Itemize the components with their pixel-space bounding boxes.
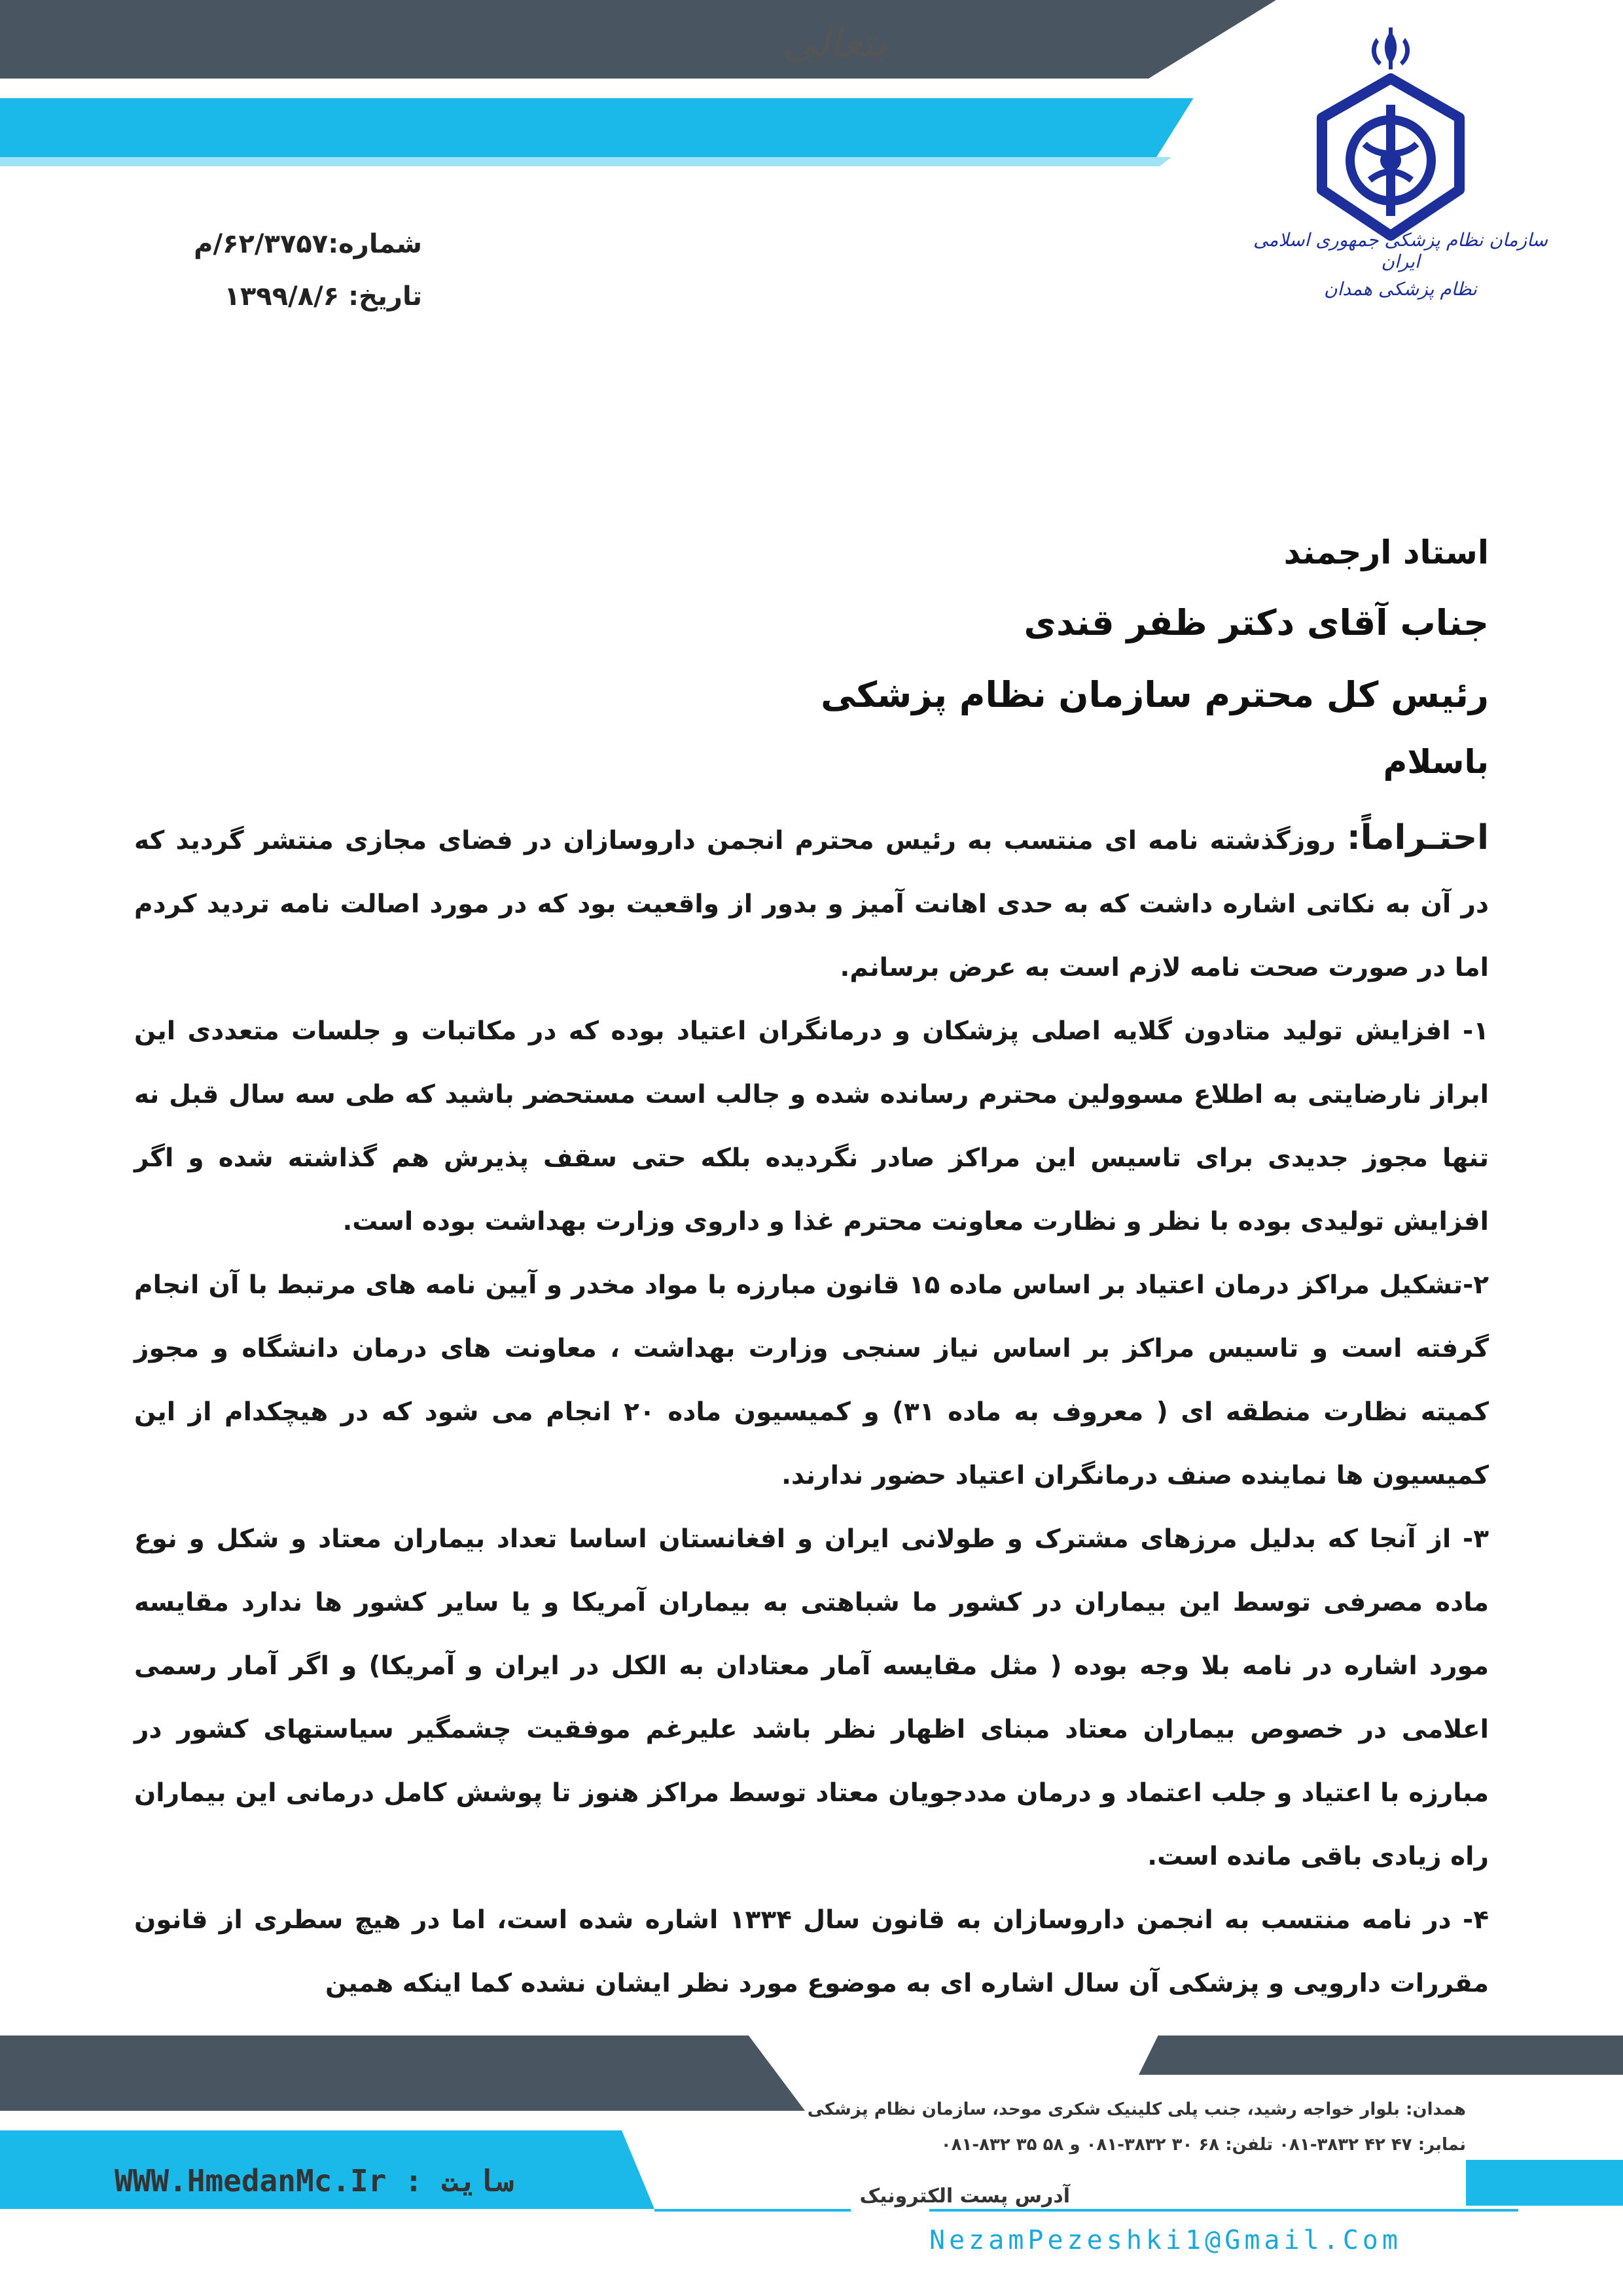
footer-email-label: آدرس پست الکترونیک — [859, 2185, 1070, 2208]
intro-paragraph — [134, 806, 1489, 999]
footer-website[interactable]: WWW.HmedanMc.Ir : سایت — [115, 2163, 514, 2198]
header-band-cyan — [0, 98, 1230, 157]
footer-address: همدان: بلوار خواجه رشید، جنب پلی کلینیک شکری موحد، سازمان نظام پزشکی — [807, 2100, 1466, 2119]
header-band-dark — [0, 0, 1276, 79]
addressee-name: جناب آقای دکتر ظفر قندی — [1024, 602, 1489, 643]
intro-text: روزگذشته نامه ای منتسب به رئیس محترم انجمن داروسازان در فضای مجازی منتشر گردید که در آن به نکاتی اشاره داشت که به حدی اهانت آمیز و بدور از واقعیت بود که در مورد اصالت نامه تردید کردم اما در صورت صحت نامه لازم است به عرض برسانم. — [134, 826, 1489, 982]
addressee-title: رئیس کل محترم سازمان نظام پزشکی — [821, 674, 1489, 715]
bismillah-calligraphy: بتعالی — [781, 18, 887, 67]
paragraph-2: ۲-تشکیل مراکز درمان اعتیاد بر اساس ماده ۱۵ قانون مبارزه با مواد مخدر و آیین نامه های مرتبط با آن انجام گرفته است و تاسیس مراکز بر اساس نیاز سنجی وزارت بهداشت ، معاونت های درمان دانشگاه و مجوز کمیته نظارت منطقه ای ( معروف به ماده ۳۱) و کمیسیون ماده ۲۰ انجام می شود که در هیچکدام از این کمیسیون ها نماینده صنف درمانگران اعتیاد حضور ندارند. — [134, 1270, 1489, 1490]
organization-branch: نظام پزشکی همدان — [1324, 278, 1477, 300]
greeting: باسلام — [1383, 743, 1489, 781]
footer-divider-left — [654, 2209, 851, 2212]
paragraph-4: ۴- در نامه منتسب به انجمن داروسازان به قانون سال ۱۳۳۴ اشاره شده است، اما در هیچ سطری از قانون مقررات دارویی و پزشکی آن سال اشاره ای به موضوع مورد نظر ایشان نشده کما اینکه همین — [134, 1905, 1489, 1998]
paragraph-1: ۱- افزایش تولید متادون گلایه اصلی پزشکان و درمانگران اعتیاد بوده که در مکاتبات و جلسات متعددی این ابراز نارضایتی به اطلاع مسوولین محترم رسانده شده و جالب است مستحضر باشید که طی سه سال قبل نه تنها مجوز جدیدی برای تاسیس این مراکز صادر نگردیده بلکه حتی سقف پذیرش هم گذاشته شده و اگر افزایش تولیدی بوده با نظر و نظارت معاونت محترم غذا و داروی وزارت بهداشت بوده است. — [134, 1016, 1489, 1236]
footer-band-dark — [0, 2036, 805, 2111]
letter-date: تاریخ: ۱۳۹۹/۸/۶ — [224, 281, 422, 312]
intro-lead: احتـراماً: — [1347, 818, 1489, 857]
footer-email[interactable]: NezamPezeshki1@Gmail.Com — [929, 2225, 1402, 2255]
footer-phones: نمابر: ۴۷ ۴۲ ۳۸۳۲-۰۸۱ تلفن: ۶۸ ۳۰ ۳۸۳۲-۰۸۱ و ۵۸ ۳۵ ۸۳۲-۰۸۱ — [940, 2135, 1466, 2155]
header-band-cyan-light — [0, 157, 1171, 166]
letter-body — [134, 806, 1489, 2015]
paragraph-3: ۳- از آنجا که بدلیل مرزهای مشترک و طولانی ایران و افغانستان اساسا تعداد بیماران معتاد و شکل و نوع ماده مصرفی توسط این بیماران در کشور ما شباهتی به بیماران آمریکا و یا سایر کشور ها ندارد مقایسه مورد اشاره در نامه بلا وجه بوده ( مثل مقایسه آمار معتادان به الکل در ایران و آمریکا) و اگر آمار رسمی اعلامی در خصوص بیماران معتاد مبنای اظهار نظر باشد علیرغم موفقیت چشمگیر سیاستهای کشور در مبارزه با اعتیاد و جلب اعتماد و درمان مددجویان معتاد توسط مراکز هنوز تا پوشش کامل درمانی این بیماران راه زیادی باقی مانده است. — [134, 1524, 1489, 1871]
letter-number: شماره:۶۲/۳۷۵۷/م — [194, 229, 422, 259]
footer-band-dark-right — [1139, 2036, 1623, 2075]
salutation: استاد ارجمند — [1283, 533, 1489, 571]
medical-council-emblem-icon — [1293, 26, 1489, 255]
footer-divider — [929, 2209, 1518, 2212]
footer-band-cyan-right — [1466, 2160, 1623, 2206]
organization-name: سازمان نظام پزشکی جمهوری اسلامی ایران — [1253, 229, 1548, 272]
